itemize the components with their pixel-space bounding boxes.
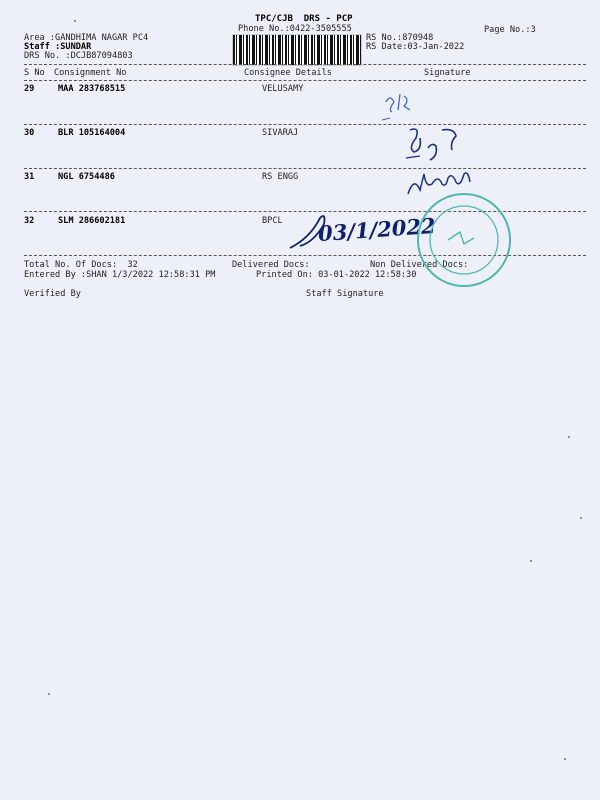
page-number: Page No.:3 (484, 25, 536, 35)
row-divider (24, 168, 586, 169)
scan-speck (530, 560, 532, 562)
row-consignee: SIVARAJ (262, 128, 299, 138)
row-consignee: RS ENGG (262, 172, 299, 182)
handwritten-date: 03/1/2022 (317, 212, 437, 247)
document-title: TPC/CJB DRS - PCP (255, 14, 353, 24)
delivered-docs: Delivered Docs: (232, 260, 310, 270)
row-consignment: SLM 286602181 (58, 216, 126, 226)
row-sno: 32 (24, 216, 35, 226)
row-sno: 31 (24, 172, 35, 182)
staff-label: Staff :SUNDAR (24, 42, 92, 52)
scan-speck (568, 436, 570, 438)
column-header-signature: Signature (424, 68, 471, 78)
scan-speck (74, 20, 76, 22)
row-consignment: MAA 283768515 (58, 84, 126, 94)
row-consignee: BPCL (262, 216, 283, 226)
non-delivered-docs: Non Delivered Docs: (370, 260, 469, 270)
divider (24, 80, 586, 81)
printed-on: Printed On: 03-01-2022 12:58:30 (256, 270, 417, 280)
scan-speck (580, 517, 582, 519)
row-sno: 29 (24, 84, 35, 94)
total-docs: Total No. Of Docs: 32 (24, 260, 138, 270)
row-sno: 30 (24, 128, 35, 138)
signature-row-29 (380, 88, 430, 124)
row-consignment: BLR 105164004 (58, 128, 126, 138)
divider (24, 64, 586, 65)
row-consignee: VELUSAMY (262, 84, 304, 94)
verified-by: Verified By (24, 289, 81, 299)
signature-row-30 (398, 122, 468, 168)
rs-number: RS No.:870948 (366, 33, 434, 43)
drs-number: DRS No. :DCJB87094803 (24, 51, 133, 61)
entered-by: Entered By :SHAN 1/3/2022 12:58:31 PM (24, 270, 216, 280)
column-header-consignment: Consignment No (54, 68, 127, 78)
area-label: Area :GANDHIMA NAGAR PC4 (24, 33, 149, 43)
staff-signature-label: Staff Signature (306, 289, 384, 299)
company-stamp (414, 190, 514, 290)
column-header-consignee: Consignee Details (244, 68, 332, 78)
phone-number: Phone No.:0422-3505555 (238, 24, 352, 34)
row-consignment: NGL 6754486 (58, 172, 115, 182)
row-divider (24, 124, 586, 125)
scan-speck (48, 693, 50, 695)
rs-date: RS Date:03-Jan-2022 (366, 42, 465, 52)
barcode (232, 34, 362, 66)
scan-speck (564, 758, 566, 760)
column-header-sno: S No (24, 68, 45, 78)
